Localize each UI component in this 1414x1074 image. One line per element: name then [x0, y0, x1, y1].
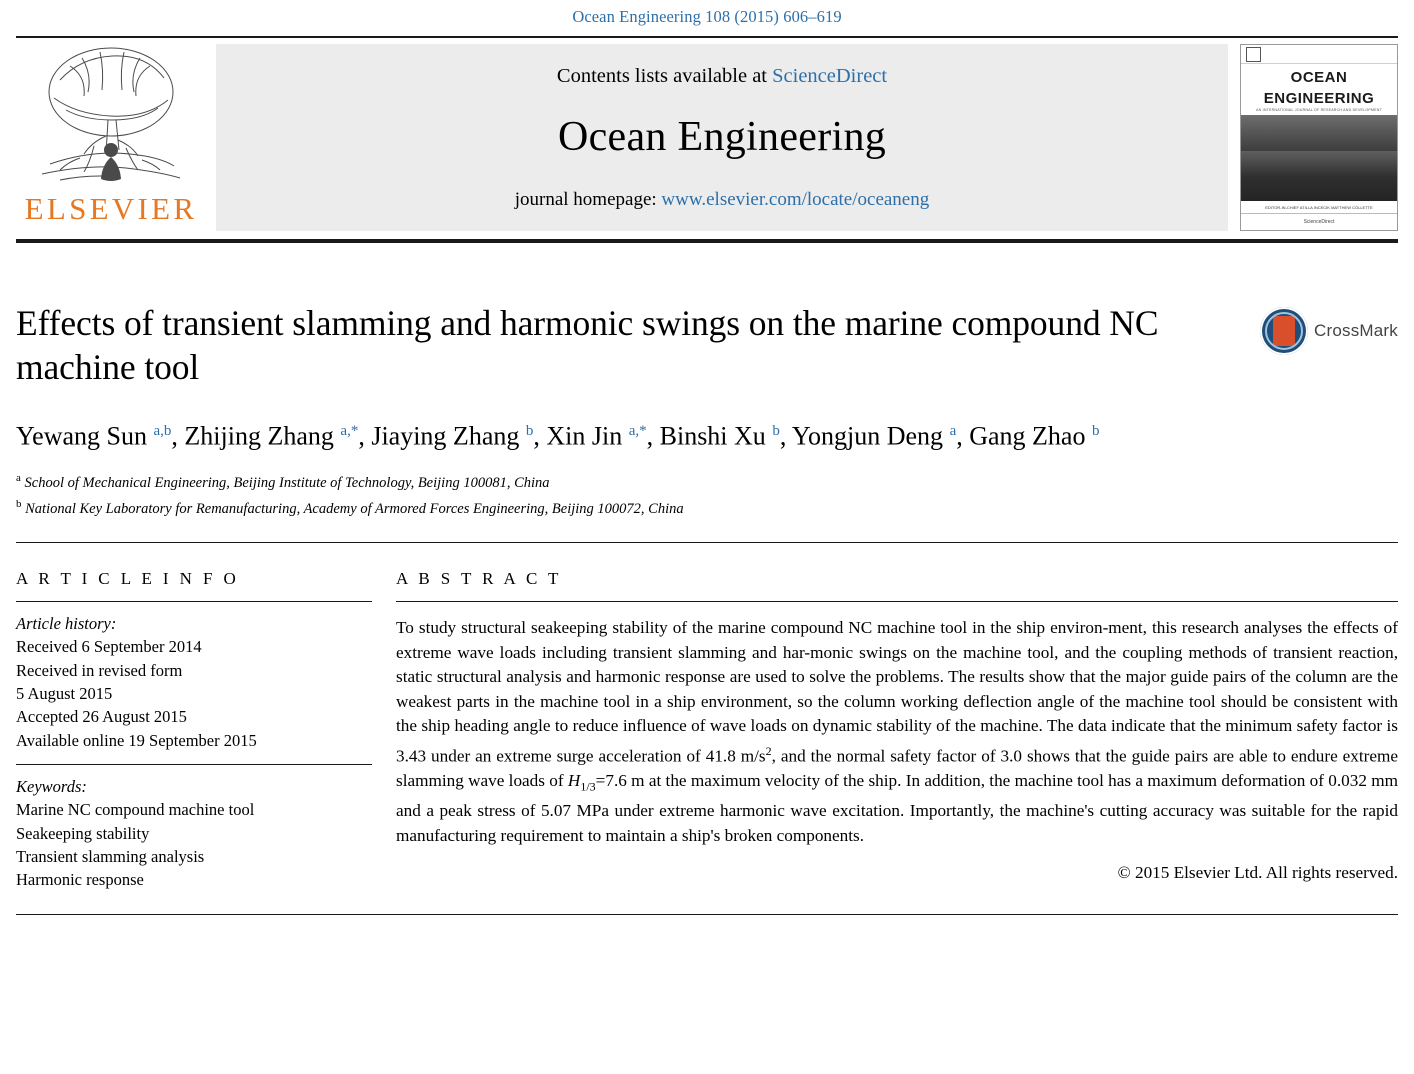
affiliation-list [16, 468, 1398, 520]
affiliation-b: $^b$ National Key Laboratory for Remanufacturing, Academy of Armored Forces Engineering, Beijing 100072, China [16, 498, 684, 518]
journal-cover-thumbnail [1240, 44, 1398, 231]
cover-title-line1: OCEAN [1290, 69, 1348, 86]
keyword-item: Seakeeping stability [16, 823, 150, 843]
history-item: 5 August 2015 [16, 683, 113, 703]
elsevier-wordmark: ELSEVIER [24, 191, 198, 226]
article-info-column [16, 569, 396, 892]
cover-header-bar [1241, 45, 1397, 64]
elsevier-tree-icon [30, 40, 192, 190]
keywords-label: Keywords: [16, 777, 87, 797]
keywords-list [16, 798, 356, 892]
history-item: Received 6 September 2014 [16, 637, 202, 657]
abstract-body: To study structural seakeeping stability of the marine compound NC machine tool in the ship environ-ment, this research analyses the effects of extreme wave loads including transient slamming and har-monic swings on the machine tool, and the coupling methods of transient reaction, static structural analysis and harmonic response are used to solve the problems. The results show that the major guide pairs of the column are the weakest parts in the machine tool in a ship environment, so the column working deflection angle of the machine tool should be consistent with the ship heading angle to reduce influence of wave loads on dynamic stability of the machine. The data indicate that the minimum safety factor is 3.43 under an extreme surge acceleration of 41.8 $m/s^2$, and the normal safety factor of 3.0 shows that the guide pairs are able to endure extreme slamming wave loads of $H_{1/3}=7.6$ m at the maximum velocity of the ship. In addition, the machine tool has a maximum deformation of 0.032 mm and a peak stress of 5.07 MPa under extreme harmonic wave excitation. Importantly, the machine's cutting accuracy was suitable for the rapid manufacturing requirement to maintain a ship's broken components. [396, 618, 1399, 846]
abstract-column [396, 569, 1398, 892]
author-list: Yewang Sun $^{a,b}$, Zhijing Zhang $^{a,*}$, Jiaying Zhang $^b$, Xin Jin $^{a,*}$, Binshi Xu $^b$, Yongjun Deng $^a$, Gang Zhao $^b$ [16, 421, 1100, 451]
journal-info-panel [216, 44, 1228, 231]
article-info-divider [16, 601, 372, 602]
history-item: Available online 19 September 2015 [16, 730, 257, 750]
affiliation-a-text: School of Mechanical Engineering, Beijing Institute of Technology, Beijing 100081, China [24, 475, 550, 492]
copyright-line: © 2015 Elsevier Ltd. All rights reserved. [1117, 862, 1398, 882]
history-item: Accepted 26 August 2015 [16, 707, 187, 727]
history-item: Received in revised form [16, 660, 183, 680]
abstract-heading: A B S T R A C T [396, 569, 562, 589]
elsevier-logo [16, 38, 206, 239]
cover-subtitle: AN INTERNATIONAL JOURNAL OF RESEARCH AND DEVELOPMENT [1256, 108, 1382, 112]
affiliation-a: $^a$ School of Mechanical Engineering, Beijing Institute of Technology, Beijing 100081, China [16, 472, 550, 492]
keyword-item: Marine NC compound machine tool [16, 800, 255, 820]
page-title: Effects of transient slamming and harmonic swings on the marine compound NC machine tool [16, 303, 1159, 387]
title-area [16, 301, 1398, 389]
article-history-label: Article history: [16, 614, 117, 634]
cover-publisher-icon [1246, 47, 1261, 62]
article-info-heading: A R T I C L E I N F O [16, 569, 240, 589]
info-abstract-row [16, 569, 1398, 892]
running-head: Ocean Engineering 108 (2015) 606–619 [572, 7, 842, 26]
keyword-item: Harmonic response [16, 870, 144, 890]
contents-prefix: Contents lists available at [556, 64, 773, 87]
divider-bottom [16, 914, 1398, 915]
affiliation-b-text: National Key Laboratory for Remanufacturing, Academy of Armored Forces Engineering, Beijing 100072, China [25, 501, 684, 518]
cover-footer: ScienceDirect [1241, 213, 1397, 230]
crossmark-badge[interactable] [1260, 307, 1398, 355]
journal-title: Ocean Engineering [557, 113, 887, 160]
homepage-prefix: journal homepage: [514, 188, 662, 210]
journal-homepage-line [515, 189, 930, 211]
crossmark-icon [1260, 307, 1308, 355]
contents-available-line [557, 65, 887, 88]
sciencedirect-link[interactable]: ScienceDirect [772, 64, 888, 87]
journal-homepage-link[interactable]: www.elsevier.com/locate/oceaneng [661, 188, 930, 210]
cover-editors: EDITOR-IN-CHIEF ATILLA INCECIK MATTHEW COLLETTE [1265, 205, 1373, 210]
journal-masthead [16, 36, 1398, 243]
keywords-divider [16, 764, 372, 765]
abstract-divider [396, 601, 1398, 602]
cover-photo [1241, 115, 1397, 201]
cover-title-line2: ENGINEERING [1263, 90, 1375, 107]
keyword-item: Transient slamming analysis [16, 846, 205, 866]
crossmark-label: CrossMark [1314, 321, 1398, 340]
article-history-list [16, 635, 356, 752]
divider-top [16, 542, 1398, 543]
